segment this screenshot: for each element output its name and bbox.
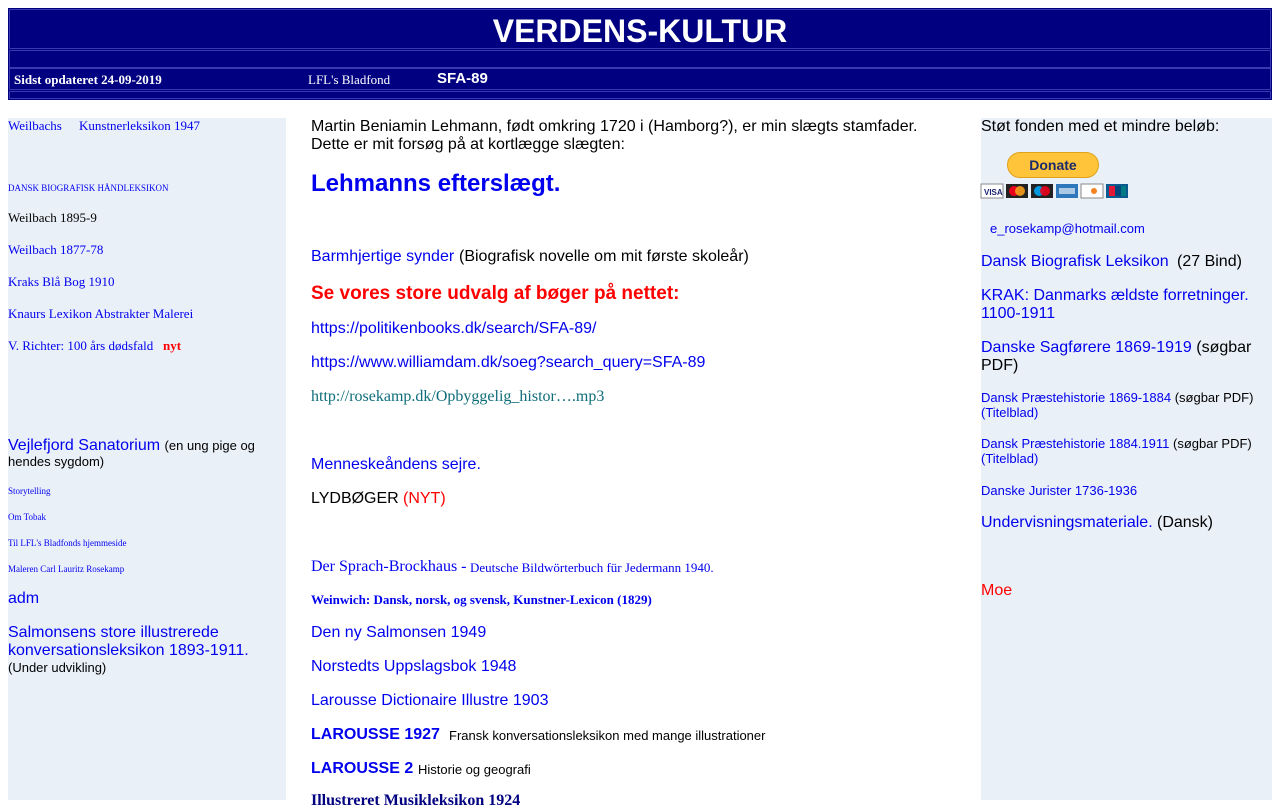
krak-link[interactable]: KRAK: Danmarks ældste forretninger. 1100-1911 [981,287,1249,322]
intro-line-2: Dette er mit forsøg på at kortlægge slægten: [311,136,625,153]
books-online-heading: Se vores store udvalg af bøger på nettet: [311,283,680,304]
storytelling-link[interactable]: Storytelling [8,486,51,496]
dansk-bio-haandleksikon-link[interactable]: DANSK BIOGRAFISK HÅNDLEKSIKON [8,183,169,193]
vejlefjord-note: (en ung pige og hendes sygdom) [8,438,255,469]
sprach-brockhaus-link[interactable]: Der Sprach-Brockhaus - [311,558,467,575]
bladfond-link[interactable]: LFL's Bladfond [308,72,391,87]
praeste1-link[interactable]: Dansk Præstehistorie 1869-1884 [981,390,1172,405]
salmonsens-note: (Under udvikling) [8,660,107,675]
williamdam-link[interactable]: https://www.williamdam.dk/soeg?search_query=SFA-89 [311,354,706,371]
politiken-link[interactable]: https://politikenbooks.dk/search/SFA-89/ [311,320,597,337]
salmonsen-1949-link[interactable]: Den ny Salmonsen 1949 [311,624,487,641]
rosekamp-mp3-link[interactable]: http://rosekamp.dk/Opbyggelig_histor….mp3 [311,388,605,405]
left-sidebar [8,118,286,800]
site-header [8,8,1272,100]
barmhjertige-link[interactable]: Barmhjertige synder [311,248,455,265]
site-title: VERDENS-KULTUR [492,13,788,49]
moe-link[interactable]: Moe [981,582,1013,599]
praeste2-link[interactable]: Dansk Præstehistorie 1884.1911 [981,436,1170,451]
payment-cards-icon [981,184,1129,198]
dansk-bio-link[interactable]: Dansk Biografisk Leksikon [981,253,1169,270]
larousse-2-link[interactable]: LAROUSSE 2 [311,760,414,777]
lydboger-nyt: (NYT) [403,490,446,507]
praeste1-note: (søgbar PDF) [1174,390,1254,405]
larousse-2-note: Historie og geografi [418,762,531,777]
lydboger-label[interactable]: LYDBØGER [311,490,399,507]
larousse-1927-link[interactable]: LAROUSSE 1927 [311,726,440,743]
nyt-badge: nyt [163,338,182,353]
weilbach-1877-link[interactable]: Weilbach 1877-78 [8,242,104,257]
lehmann-heading-link[interactable]: Lehmanns efterslægt. [311,170,561,197]
weinwich-link[interactable]: Weinwich: Dansk, norsk, og svensk, Kunstner-Lexicon (1829) [311,592,652,607]
intro-line-1: Martin Beniamin Lehmann, født omkring 1720 i (Hamborg?), er min slægts stamfader. [311,118,918,135]
sprach-brockhaus-sub[interactable]: Deutsche Bildwörterbuch für Jedermann 1940. [470,560,714,575]
salmonsens-link[interactable]: Salmonsens store illustrerede konversationsleksikon 1893-1911. [8,624,249,659]
header-spacer [9,50,1271,68]
main-content [311,118,971,809]
larousse-1903-link[interactable]: Larousse Dictionaire Illustre 1903 [311,692,549,709]
musikleksikon-link[interactable]: Illustreret Musikleksikon 1924 [311,792,521,809]
praeste1-block [981,390,1271,420]
jurister-link[interactable]: Danske Jurister 1736-1936 [981,483,1138,498]
sagforere-note: (søgbar PDF) [981,339,1252,374]
header-bottom [9,91,1271,99]
undervisning-note: (Dansk) [1157,514,1214,531]
dansk-bio-note: (27 Bind) [1177,253,1242,270]
sagforere-block [981,339,1266,375]
sfa-label: SFA-89 [437,70,488,87]
weilbachs-link[interactable]: Weilbachs [8,118,62,133]
donate-button[interactable] [1007,152,1099,178]
adm-link[interactable]: adm [8,590,40,607]
right-sidebar [981,118,1272,800]
undervisning-link[interactable]: Undervisningsmateriale. [981,514,1153,531]
om-tobak-link[interactable]: Om Tobak [8,512,46,522]
vejlefjord-block [8,438,278,470]
donate-label: Donate [1029,157,1077,173]
svg-text:VISA: VISA [984,188,1003,197]
praeste2-note: (søgbar PDF) [1173,436,1252,451]
praeste2-block [981,436,1271,466]
title-row [9,9,1271,49]
til-lfl-link[interactable]: Til LFL's Bladfonds hjemmeside [8,538,127,548]
card-logos [981,184,1129,198]
knaurs-link[interactable]: Knaurs Lexikon Abstrakter Malerei [8,306,194,321]
larousse-1927-note: Fransk konversationsleksikon med mange illustrationer [449,728,766,743]
praeste2-title-link[interactable]: (Titelblad) [981,451,1039,466]
kunstnerleksikon-link[interactable]: Kunstnerleksikon 1947 [79,118,200,133]
last-updated: Sidst opdateret 24-09-2019 [14,72,162,87]
sagforere-link[interactable]: Danske Sagførere 1869-1919 [981,339,1192,356]
barmhjertige-note: (Biografisk novelle om mit første skoleår) [459,248,749,265]
weilbach-1895-text: Weilbach 1895-9 [8,210,97,225]
praeste1-title-link[interactable]: (Titelblad) [981,405,1039,420]
menneskeaanden-link[interactable]: Menneskeåndens sejre. [311,456,481,473]
richter-link[interactable]: V. Richter: 100 års dødsfald [8,338,154,353]
email-link[interactable]: e_rosekamp@hotmail.com [990,221,1145,236]
header-info-row [9,68,1271,90]
norstedts-link[interactable]: Norstedts Uppslagsbok 1948 [311,658,517,675]
maleren-link[interactable]: Maleren Carl Lauritz Rosekamp [8,564,125,574]
support-text: Støt fonden med et mindre beløb: [981,118,1220,135]
vejlefjord-link[interactable]: Vejlefjord Sanatorium [8,437,161,454]
kraks-link[interactable]: Kraks Blå Bog 1910 [8,274,115,289]
